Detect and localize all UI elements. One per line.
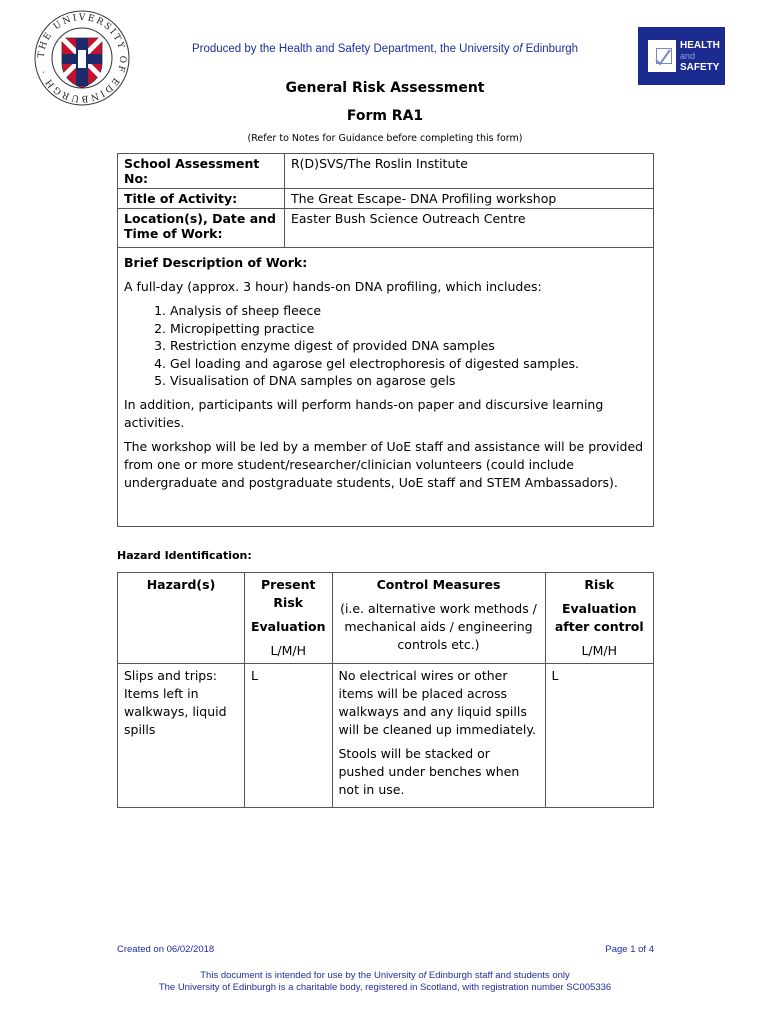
badge-text-and: and — [680, 51, 696, 61]
present-risk-cell: L — [245, 664, 333, 808]
col-hazard: Hazard(s) — [118, 573, 245, 664]
refer-note: (Refer to Notes for Guidance before completing this form) — [247, 133, 523, 144]
document-title: General Risk Assessment — [285, 80, 485, 96]
list-item: 2. Micropipetting practice — [170, 320, 647, 338]
form-title: Form RA1 — [346, 108, 424, 124]
location-label: Location(s), Date and Time of Work: — [118, 209, 285, 248]
description-label: Brief Description of Work: — [124, 255, 308, 270]
description-row — [118, 248, 654, 527]
control-measures-cell: No electrical wires or other items will be placed across walkways and any liquid spills will be cleaned up immediately. Stools will be stacked or pushed under benches when not in use. — [332, 664, 545, 808]
school-value: R(D)SVS/The Roslin Institute — [285, 154, 654, 189]
list-item: 1. Analysis of sheep fleece — [170, 302, 647, 320]
risk-after-cell: L — [545, 664, 654, 808]
col-risk-after: Risk Evaluation after control L/M/H — [545, 573, 654, 664]
hazard-header-row — [118, 573, 654, 664]
header-produced-by: Produced by the Health and Safety Department, the University of Edinburgh — [191, 43, 579, 55]
svg-text:THE UNIVERSITY OF EDINBURGH ·: THE UNIVERSITY OF EDINBURGH · — [36, 12, 128, 104]
footer-usage-note: This document is intended for use by the University of Edinburgh staff and students only — [200, 970, 570, 981]
description-cell — [118, 248, 654, 527]
hazard-table — [117, 572, 654, 808]
hazard-identification-heading: Hazard Identification: — [117, 549, 252, 562]
checkbox-icon — [646, 38, 678, 74]
description-intro: A full-day (approx. 3 hour) hands-on DNA profiling, which includes: — [124, 279, 542, 294]
created-on-date: Created on 06/02/2018 — [117, 944, 215, 955]
list-item: 3. Restriction enzyme digest of provided DNA samples — [170, 337, 647, 355]
school-row — [118, 154, 654, 189]
col-control-measures: Control Measures (i.e. alternative work methods / mechanical aids / engineering controls etc.) — [332, 573, 545, 664]
description-list — [124, 302, 647, 390]
list-item: 5. Visualisation of DNA samples on agarose gels — [170, 372, 647, 390]
table-row — [118, 664, 654, 808]
page-number: Page 1 of 4 — [605, 944, 654, 955]
description-paragraph: The workshop will be led by a member of UoE staff and assistance will be provided from one or more student/researcher/clinician volunteers (could include undergraduate and postgraduate students, UoE staff and STEM Ambassadors). — [124, 438, 644, 490]
badge-text-health: HEALTH — [680, 40, 720, 51]
footer-charity-note: The University of Edinburgh is a charitable body, registered in Scotland, with registration number SC005336 — [158, 982, 612, 993]
activity-value: The Great Escape- DNA Profiling workshop — [285, 189, 654, 209]
badge-text-safety: SAFETY — [680, 62, 720, 73]
list-item: 4. Gel loading and agarose gel electrophoresis of digested samples. — [170, 355, 647, 373]
col-present-risk: Present Risk Evaluation L/M/H — [245, 573, 333, 664]
assessment-info-table — [117, 153, 654, 527]
hazard-cell: Slips and trips: Items left in walkways, liquid spills — [118, 664, 245, 808]
activity-label: Title of Activity: — [118, 189, 285, 209]
health-safety-badge — [638, 27, 725, 85]
school-label: School Assessment No: — [118, 154, 285, 189]
location-row — [118, 209, 654, 248]
description-paragraph: In addition, participants will perform hands-on paper and discursive learning activities. — [124, 396, 604, 430]
location-value: Easter Bush Science Outreach Centre — [285, 209, 654, 248]
activity-row — [118, 189, 654, 209]
